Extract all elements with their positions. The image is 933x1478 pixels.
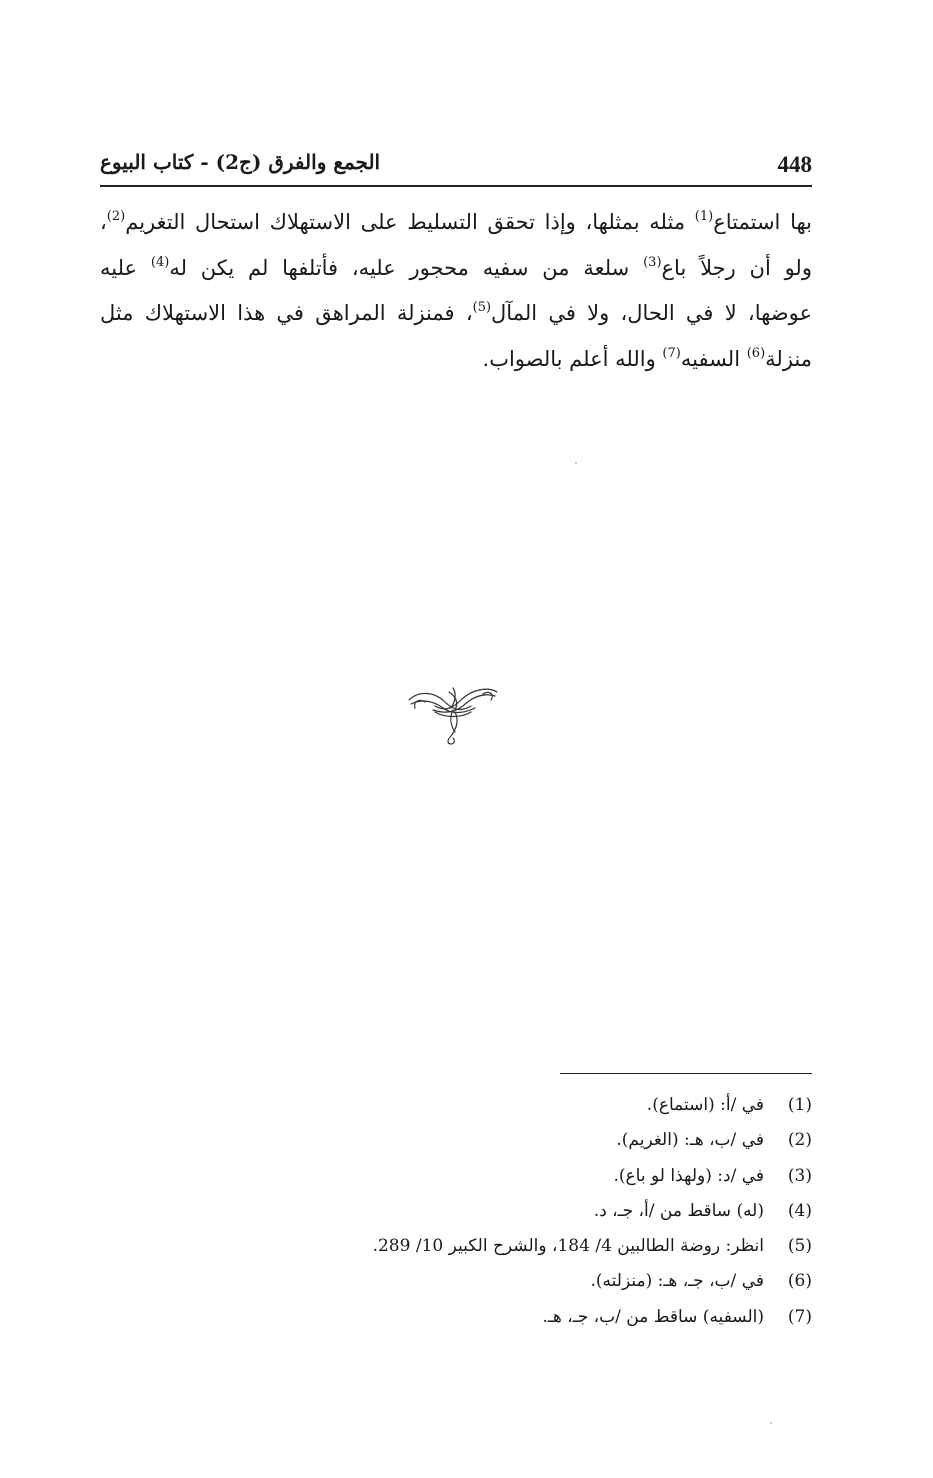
footnote-item <box>250 1264 812 1299</box>
footnote-item <box>250 1194 812 1229</box>
footnote-text: في /د: (ولهذا لو باع). <box>613 1165 764 1186</box>
body-text-run: سلعة من سفيه محجور عليه، فأتلفها لم يكن له <box>169 255 644 280</box>
footnote-text: في /أ: (استماع). <box>646 1095 764 1115</box>
body-text-run: ، <box>100 210 107 234</box>
body-paragraph <box>100 200 812 382</box>
footnote-ref[interactable]: (6) <box>746 345 766 361</box>
scan-speck <box>575 462 577 464</box>
footnote-number: (7) <box>787 1306 812 1327</box>
footnote-text: في /ب، جـ، هـ: (منزلته). <box>590 1271 764 1292</box>
footnote-ref[interactable]: (5) <box>472 300 492 315</box>
footnote-item <box>250 1300 812 1335</box>
body-text-run: والله أعلم بالصواب. <box>482 346 663 371</box>
body-text-run: بها استمتاع <box>713 210 812 234</box>
footnote-text: (السفيه) ساقط من /ب، جـ، هـ. <box>542 1306 764 1327</box>
footnote-text: في /ب، هـ: (الغريم). <box>616 1130 764 1151</box>
fleuron-ornament-icon <box>405 682 501 746</box>
body-text-run: السفيه <box>680 346 747 371</box>
body-text-run: منزلة <box>765 346 812 371</box>
footnotes-list <box>250 1088 812 1335</box>
footnote-text: (له) ساقط من /أ، جـ، د. <box>593 1200 764 1221</box>
footnote-ref[interactable]: (1) <box>694 209 714 224</box>
footnote-ref[interactable]: (2) <box>106 209 126 224</box>
body-text-run: ولو أن رجلاً باع <box>661 255 812 280</box>
footnote-ref[interactable]: (7) <box>662 345 681 361</box>
header-rule <box>100 185 812 187</box>
page-number: 448 <box>777 152 812 177</box>
body-text-run: عوضها، لا في الحال، ولا في المآل <box>491 301 812 325</box>
footnote-number: (2) <box>787 1130 812 1151</box>
footnote-number: (4) <box>787 1200 812 1221</box>
body-text-run: ، فمنزلة المراهق في هذا الاستهلاك مثل <box>100 301 473 325</box>
footnote-item <box>250 1088 812 1123</box>
body-line <box>100 200 812 246</box>
footnote-item <box>250 1159 812 1194</box>
footnote-number: (5) <box>787 1236 812 1257</box>
footnote-ref[interactable]: (3) <box>643 254 662 270</box>
scan-speck <box>770 1422 772 1424</box>
footnote-number: (6) <box>787 1271 812 1292</box>
footnote-number: (1) <box>787 1095 812 1115</box>
footnote-item <box>250 1229 812 1264</box>
body-line <box>100 291 812 337</box>
footnote-text: انظر: روضة الطالبين 4/ 184، والشرح الكبير 10/ 289. <box>372 1236 764 1257</box>
body-text-run: عليه <box>100 255 151 280</box>
body-line <box>100 246 812 292</box>
footnote-number: (3) <box>787 1165 812 1186</box>
footnote-item <box>250 1123 812 1158</box>
body-line <box>100 337 812 383</box>
footnotes-rule <box>560 1073 812 1074</box>
body-text-run: مثله بمثلها، وإذا تحقق التسليط على الاستهلاك استحال التغريم <box>125 210 695 234</box>
footnote-ref[interactable]: (4) <box>150 254 170 270</box>
running-head-title: الجمع والفرق (ج2) - كتاب البيوع <box>100 150 381 174</box>
running-head <box>100 148 812 182</box>
